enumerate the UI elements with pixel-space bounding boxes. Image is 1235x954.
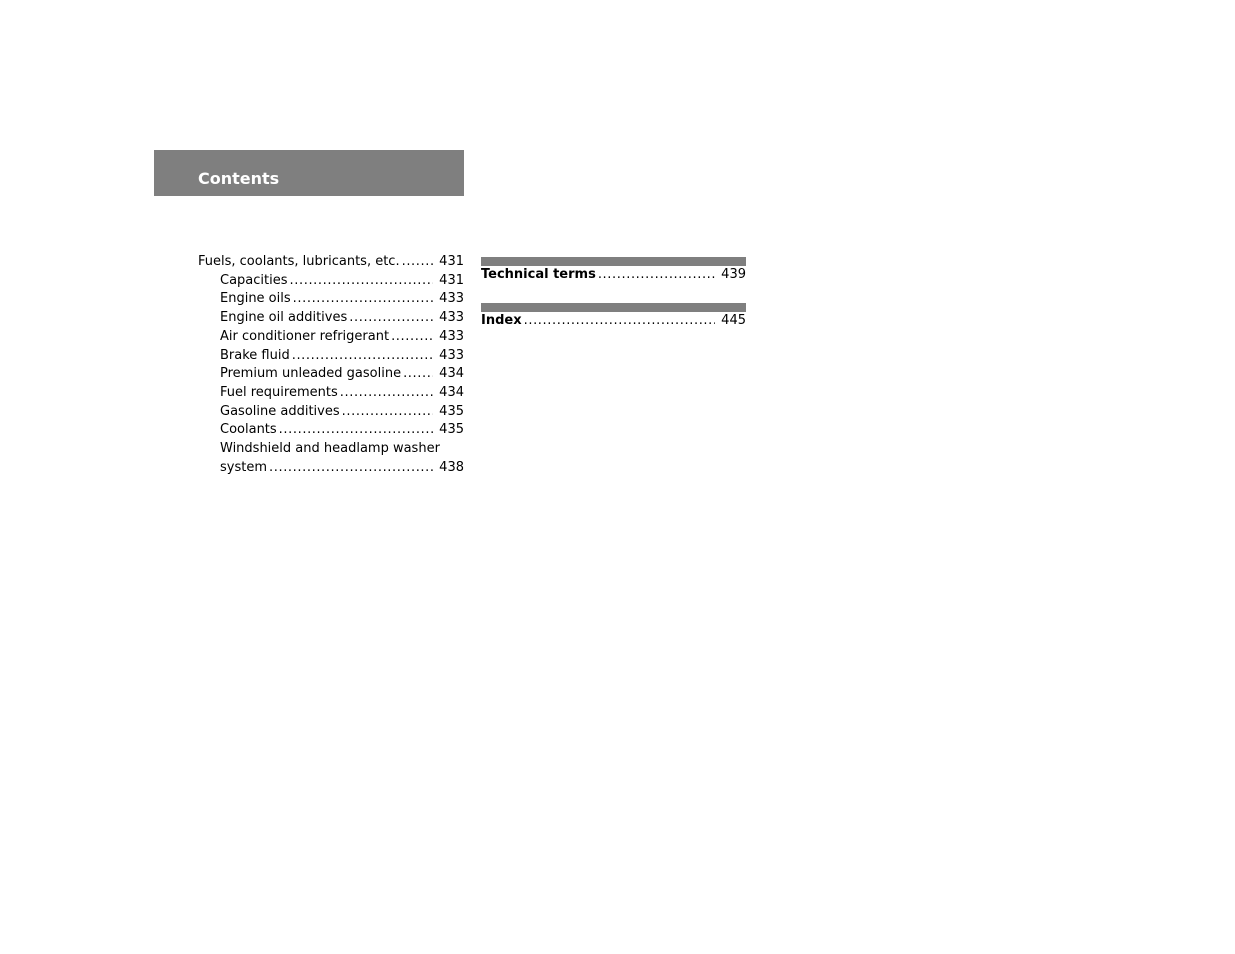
- dot-leader: [340, 384, 433, 403]
- toc-entry-page: 431: [439, 272, 464, 288]
- dot-leader: [403, 365, 433, 384]
- toc-entry-page: 433: [439, 328, 464, 344]
- toc-entry-label: Index: [481, 312, 522, 328]
- dot-leader: [524, 312, 716, 331]
- toc-entry-page: 435: [439, 403, 464, 419]
- toc-entry-engine-oil-additives[interactable]: [198, 309, 464, 328]
- section-spacer: [481, 285, 746, 303]
- toc-entry-page: 433: [439, 291, 464, 307]
- toc-entry-index[interactable]: [481, 312, 746, 331]
- dot-leader: [598, 266, 715, 285]
- toc-entry-label: Premium unleaded gasoline: [220, 366, 402, 382]
- toc-entry-windshield-headlamp-washer[interactable]: [198, 440, 464, 477]
- toc-entry-brake-fluid[interactable]: [198, 347, 464, 366]
- toc-entry-page: 434: [439, 366, 464, 382]
- dot-leader: [290, 272, 434, 291]
- toc-entry-coolants[interactable]: [198, 421, 464, 440]
- toc-entry-technical-terms[interactable]: [481, 266, 746, 285]
- toc-entry-label-line2: system: [220, 459, 267, 475]
- dot-leader: [293, 290, 434, 309]
- toc-entry-gasoline-additives[interactable]: [198, 403, 464, 422]
- toc-right-column: [481, 257, 746, 330]
- toc-entry-label: Engine oil additives: [220, 310, 348, 326]
- toc-entry-air-conditioner-refrigerant[interactable]: [198, 328, 464, 347]
- contents-header-bar: [154, 150, 464, 196]
- toc-entry-label: Technical terms: [481, 267, 596, 282]
- toc-left-column: [198, 253, 464, 477]
- toc-entry-page: 433: [439, 347, 464, 363]
- dot-leader: [292, 347, 433, 366]
- page-title: Contents: [198, 169, 280, 188]
- toc-entry-label: Gasoline additives: [220, 403, 340, 419]
- toc-entry-engine-oils[interactable]: [198, 290, 464, 309]
- toc-entry-page: 433: [439, 310, 464, 326]
- toc-entry-page: 438: [439, 459, 464, 475]
- toc-entry-line2: [198, 459, 464, 478]
- toc-entry-page: 434: [439, 384, 464, 400]
- dot-leader: [269, 459, 433, 478]
- dot-leader: [349, 309, 433, 328]
- toc-entry-page: 435: [439, 422, 464, 438]
- toc-entry-label: Air conditioner refrigerant: [220, 328, 390, 344]
- toc-entry-premium-unleaded-gasoline[interactable]: [198, 365, 464, 384]
- section-rule: [481, 303, 746, 312]
- toc-entry-fuel-requirements[interactable]: [198, 384, 464, 403]
- section-rule: [481, 257, 746, 266]
- toc-entry-label-line1: Windshield and headlamp washer: [220, 441, 440, 457]
- toc-entry-label: Engine oils: [220, 291, 291, 307]
- toc-entry-label: Fuel requirements: [220, 384, 338, 400]
- dot-leader: [402, 253, 434, 272]
- toc-entry-fuels-coolants-lubricants[interactable]: [198, 253, 464, 272]
- dot-leader: [391, 328, 433, 347]
- toc-entry-label: Brake fluid: [220, 347, 290, 363]
- toc-entry-page: 431: [439, 254, 464, 269]
- toc-entry-capacities[interactable]: [198, 272, 464, 291]
- toc-entry-label: Capacities: [220, 272, 288, 288]
- toc-entry-label: Fuels, coolants, lubricants, etc.: [198, 254, 400, 269]
- dot-leader: [279, 421, 434, 440]
- toc-entry-label: Coolants: [220, 422, 277, 438]
- toc-entry-page: 439: [721, 267, 746, 282]
- dot-leader: [342, 403, 434, 422]
- toc-entry-page: 445: [721, 312, 746, 328]
